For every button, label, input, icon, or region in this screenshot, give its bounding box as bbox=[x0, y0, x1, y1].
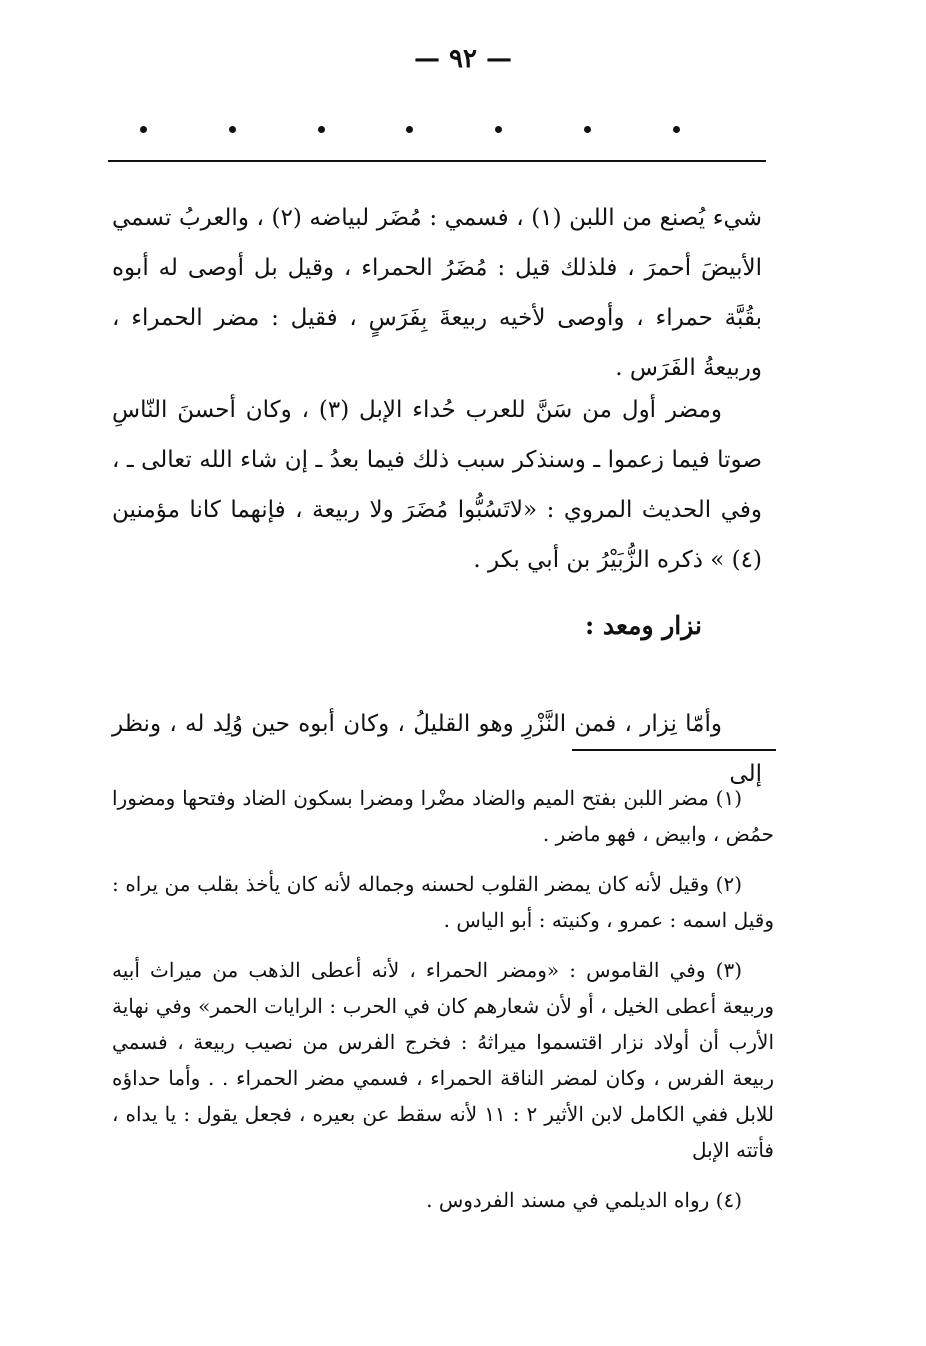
ornament-dot bbox=[673, 126, 680, 133]
footnote-4: (٤) رواه الديلمي في مسند الفردوس . bbox=[426, 1188, 742, 1212]
footnote-3: (٣) وفي القاموس : «ومضر الحمراء ، لأنه أعطى الذهب من ميراث أبيه وربيعة أعطى الخيل ، أو لأن شعارهم كان في الحرب : الرايات الحمر» وفي نهاية الأرب أن أولاد نزار اقتسموا ميراثهُ : فخرج الفرس من نصيب ربيعة ، فسمي ربيعة الفرس ، وكان لمضر الناقة الحمراء ، فسمي مضر الحمراء . . وأما حداؤه للابل ففي الكامل لابن الأثير ٢ : ١١ لأنه سقط عن بعيره ، فجعل يقول : يا يداه ، فأتته الإبل bbox=[112, 958, 774, 1162]
ornament-dot bbox=[318, 126, 325, 133]
body-paragraph-3: وأمّا نِزار ، فمن النَّزْرِ وهو القليلُ ، وكان أبوه حين وُلِد له ، ونظر إلى bbox=[112, 711, 762, 787]
ornament-dot bbox=[495, 126, 502, 133]
ornament-dot bbox=[140, 126, 147, 133]
body-paragraph-1: شيء يُصنع من اللبن (١) ، فسمي : مُضَر لبياضه (٢) ، والعربُ تسمي الأبيضَ أحمرَ ، فلذلك قيل : مُضَرُ الحمراء ، وقيل بل أوصى له أبوه بقُبَّة حمراء ، وأوصى لأخيه ربيعةَ بِفَرَسٍ ، فقيل : مضر الحمراء ، وربيعةُ الفَرَس . bbox=[112, 205, 762, 381]
ornament-dot bbox=[229, 126, 236, 133]
ornament-dots bbox=[140, 126, 680, 133]
body-paragraph-2: ومضر أول من سَنَّ للعرب حُداء الإبل (٣) ، وكان أحسنَ النّاسِ صوتا فيما زعموا ـ وسنذكر سبب ذلك فيما بعدُ ـ إن شاء الله تعالى ـ ، وفي الحديث المروي : «لاتَسُبُّوا مُضَرَ ولا ربيعة ، فإنهما كانا مؤمنين (٤) » ذكره الزُّبَيْرُ بن أبي بكر . bbox=[112, 397, 762, 573]
page-number: — ٩٢ — bbox=[413, 44, 513, 74]
ornament-dot bbox=[406, 126, 413, 133]
section-heading: نزار ومعد : bbox=[584, 611, 702, 640]
footnote-divider bbox=[572, 749, 776, 751]
footnotes-block bbox=[112, 780, 774, 1232]
header-divider bbox=[108, 160, 766, 162]
ornament-dot bbox=[584, 126, 591, 133]
footnote-2: (٢) وقيل لأنه كان يمضر القلوب لحسنه وجماله لأنه كان يأخذ بقلب من يراه : وقيل اسمه : عمرو ، وكنيته : أبو الياس . bbox=[112, 872, 774, 932]
footnote-1: (١) مضر اللبن بفتح الميم والضاد مضْرا ومضرا بسكون الضاد وفتحها ومضورا حمُض ، وابيض ، فهو ماضر . bbox=[112, 786, 774, 846]
